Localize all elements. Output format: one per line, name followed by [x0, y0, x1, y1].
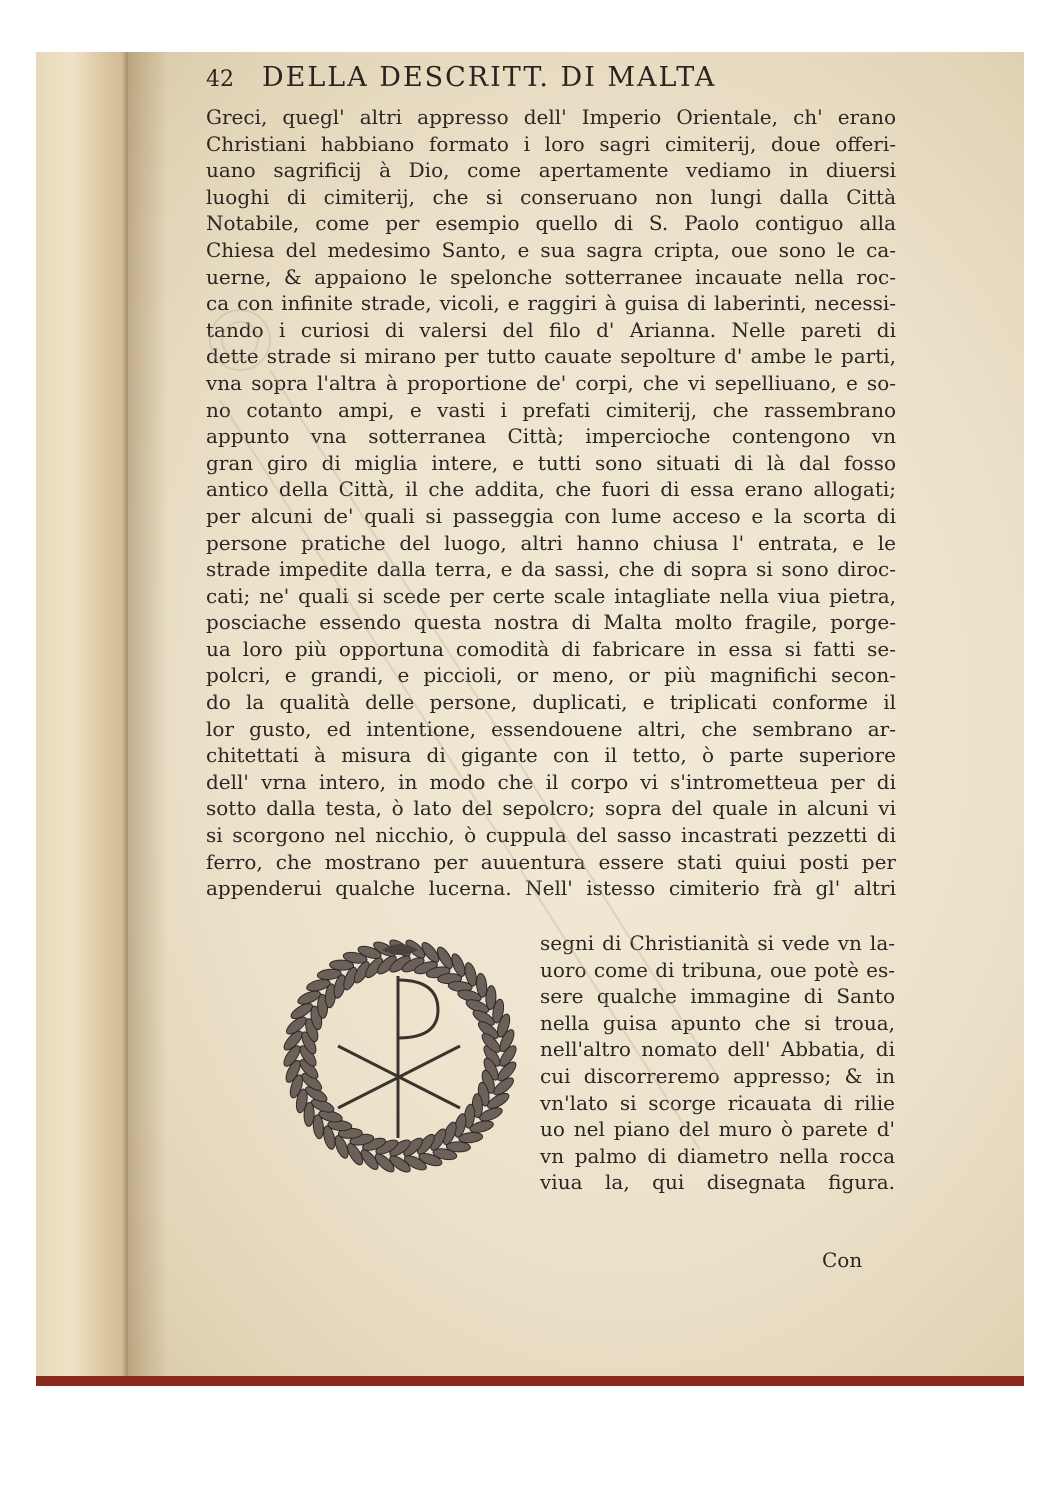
text-line: tando i curiosi di valersi del filo d' Arianna. Nelle pareti di	[206, 317, 896, 342]
text-line: sotto dalla testa, ò lato del sepolcro; sopra del quale in alcuni vi	[206, 796, 896, 821]
text-line: dette strade si mirano per tutto cauate sepolture d' ambe le parti,	[206, 344, 896, 369]
text-line: uerne, & appaiono le spelonche sotterranee incauate nella roc-	[206, 264, 896, 289]
text-line: ca con infinite strade, vicoli, e raggiri à guisa di laberinti, necessi-	[206, 291, 896, 316]
left-page-edge	[36, 52, 128, 1386]
red-book-edge	[36, 1376, 1024, 1386]
running-title: DELLA DESCRITT. DI MALTA	[262, 62, 717, 93]
text-line: posciache essendo questa nostra di Malta molto fragile, porge-	[206, 610, 896, 635]
text-line: viua la, qui disegnata figura.	[540, 1170, 895, 1195]
running-header	[206, 62, 866, 93]
text-line: nella guisa apunto che si troua,	[540, 1010, 895, 1035]
text-line: persone pratiche del luogo, altri hanno chiusa l' entrata, e le	[206, 530, 896, 555]
text-line: Greci, quegl' altri appresso dell' Imperio Orientale, ch' erano	[206, 105, 896, 129]
text-line: vna sopra l'altra à proportione de' corpi, che vi sepelliuano, e so-	[206, 370, 896, 395]
text-line: ua loro più opportuna comodità di fabricare in essa si fatti se-	[206, 636, 896, 661]
text-line: Christiani habbiano formato i loro sagri cimiterij, doue offeri-	[206, 131, 896, 156]
chi-rho-wreath-icon	[270, 928, 530, 1178]
text-line: segni di Christianità si vede vn la-	[540, 931, 895, 955]
side-text	[540, 930, 895, 1196]
page-gutter-shadow	[128, 52, 168, 1386]
text-line: dell' vrna intero, in modo che il corpo vi s'intrometteua per di	[206, 769, 896, 794]
text-line: uano sagrificij à Dio, come apertamente vediamo in diuersi	[206, 158, 896, 183]
text-line: polcri, e grandi, e piccioli, or meno, or più magnifichi secon-	[206, 663, 896, 688]
text-line: cui discorreremo appresso; & in	[540, 1063, 895, 1088]
text-line: no cotanto ampi, e vasti i prefati cimiterij, che rassembrano	[206, 397, 896, 422]
text-line: vn palmo di diametro nella rocca	[540, 1143, 895, 1168]
text-line: nell'altro nomato dell' Abbatia, di	[540, 1037, 895, 1062]
laurel-wreath	[281, 937, 519, 1175]
text-line: lor gusto, ed intentione, essendouene altri, che sembrano ar-	[206, 716, 896, 741]
text-line: chitettati à misura di gigante con il tetto, ò parte superiore	[206, 743, 896, 768]
text-line: sere qualche immagine di Santo	[540, 984, 895, 1009]
page-number: 42	[206, 67, 234, 92]
text-line: Notabile, come per esempio quello di S. Paolo contiguo alla	[206, 211, 896, 236]
text-line: uoro come di tribuna, oue potè es-	[540, 957, 895, 982]
text-line: vn'lato si scorge ricauata di rilie	[540, 1090, 895, 1115]
text-line: ferro, che mostrano per auuentura essere stati quiui posti per	[206, 849, 896, 874]
text-line: luoghi di cimiterij, che si conseruano non lungi dalla Città	[206, 184, 896, 209]
text-line: strade impedite dalla terra, e da sassi, che di sopra si sono diroc-	[206, 557, 896, 582]
text-line: gran giro di miglia intere, e tutti sono situati di là dal fosso	[206, 450, 896, 475]
text-line: Chiesa del medesimo Santo, e sua sagra cripta, oue sono le ca-	[206, 237, 896, 262]
text-line: cati; ne' quali si scede per certe scale intagliate nella viua pietra,	[206, 583, 896, 608]
catchword: Con	[822, 1248, 863, 1272]
text-line: antico della Città, il che addita, che fuori di essa erano allogati;	[206, 477, 896, 502]
text-line: appenderui qualche lucerna. Nell' istesso cimiterio frà gl' altri	[206, 876, 896, 901]
text-line: appunto vna sotterranea Città; impercioche contengono vn	[206, 424, 896, 449]
text-line: do la qualità delle persone, duplicati, e triplicati conforme il	[206, 690, 896, 715]
body-text	[206, 104, 896, 902]
text-line: per alcuni de' quali si passeggia con lume acceso e la scorta di	[206, 503, 896, 528]
text-line: si scorgono nel nicchio, ò cuppula del sasso incastrati pezzetti di	[206, 823, 896, 848]
text-line: uo nel piano del muro ò parete d'	[540, 1117, 895, 1142]
chi-rho-monogram	[338, 976, 460, 1138]
